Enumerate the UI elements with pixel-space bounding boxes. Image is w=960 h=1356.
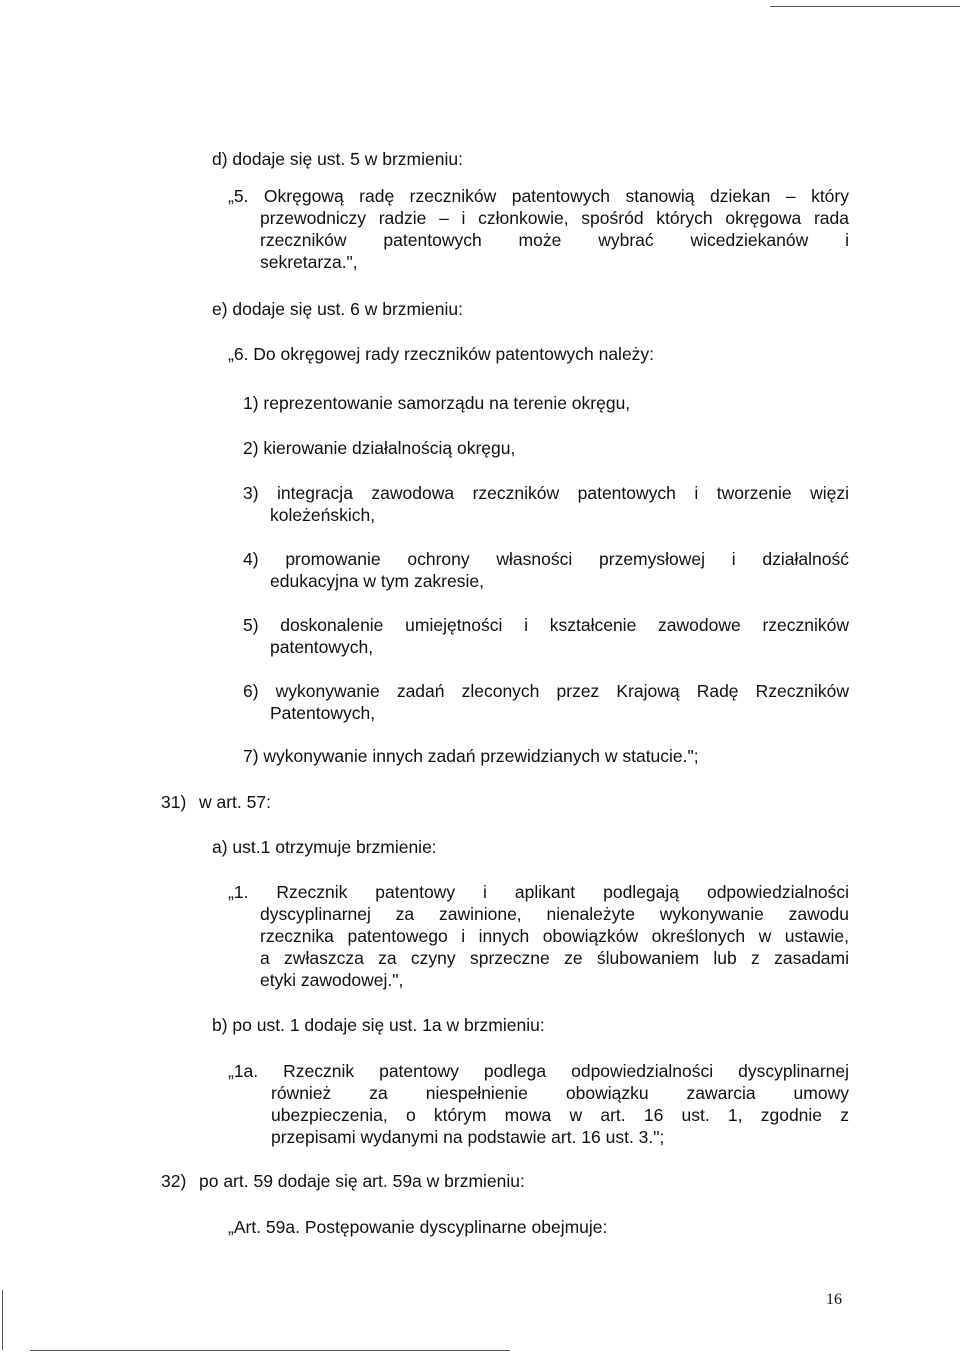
ust6-item-line: 4) promowanie ochrony własności przemysłowej i działalność	[243, 549, 849, 569]
ust6-item-line: 3) integracja zawodowa rzeczników patentowych i tworzenie więzi	[243, 483, 849, 503]
ust1a-line: „1a. Rzecznik patentowy podlega odpowiedzialności dyscyplinarnej	[228, 1061, 849, 1081]
ust6-item-line: 6) wykonywanie zadań zleconych przez Krajową Radę Rzeczników	[243, 681, 849, 701]
page-number: 16	[826, 1291, 842, 1308]
ust6-item-4	[243, 548, 849, 592]
item32-text: po art. 59 dodaje się art. 59a w brzmieniu:	[199, 1171, 525, 1191]
left-edge-rule	[2, 1290, 3, 1350]
ust5-line: przewodniczy radzie – i członkowie, spośród których okręgowa rada	[260, 208, 849, 228]
art59a-heading: „Art. 59a. Postępowanie dyscyplinarne obejmuje:	[228, 1217, 608, 1237]
ust1-line: dyscyplinarnej za zawinione, nienależyte wykonywanie zawodu	[260, 904, 849, 924]
ust1-line: „1. Rzecznik patentowy i aplikant podlegają odpowiedzialności	[228, 882, 849, 902]
ust6-item-line: 5) doskonalenie umiejętności i kształcenie zawodowe rzeczników	[243, 615, 849, 635]
ust6-intro: „6. Do okręgowej rady rzeczników patentowych należy:	[228, 344, 655, 364]
ust1-line: rzecznika patentowego i innych obowiązków określonych w ustawie,	[260, 926, 849, 946]
ust6-item-line: patentowych,	[270, 637, 374, 657]
b-heading: b) po ust. 1 dodaje się ust. 1a w brzmieniu:	[212, 1015, 545, 1035]
e-heading: e) dodaje się ust. 6 w brzmieniu:	[212, 299, 463, 319]
ust1-line: etyki zawodowej.",	[260, 970, 404, 990]
ust5-line: sekretarza.",	[260, 252, 358, 272]
ust6-item-1	[243, 392, 849, 414]
item32-number: 32)	[161, 1171, 187, 1191]
ust1a-line: przepisami wydanymi na podstawie art. 16 ust. 3.";	[271, 1127, 665, 1147]
ust6-item-5	[243, 614, 849, 658]
a-heading: a) ust.1 otrzymuje brzmienie:	[212, 837, 437, 857]
item31-text: w art. 57:	[199, 792, 271, 812]
ust6-item-line: Patentowych,	[270, 703, 376, 723]
ust6-item-line: 1) reprezentowanie samorządu na terenie okręgu,	[243, 393, 631, 413]
ust6-item-6	[243, 680, 849, 724]
ust6-item-line: 2) kierowanie działalnością okręgu,	[243, 438, 516, 458]
ust6-item-line: 7) wykonywanie innych zadań przewidzianych w statucie.";	[243, 746, 699, 766]
ust6-item-3	[243, 482, 849, 526]
ust1a-line: ubezpieczenia, o którym mowa w art. 16 ust. 1, zgodnie z	[271, 1105, 849, 1125]
ust6-item-2	[243, 437, 849, 459]
bottom-edge-rule	[30, 1350, 510, 1351]
ust1a-line: również za niespełnienie obowiązku zawarcia umowy	[271, 1083, 849, 1103]
ust1-line: a zwłaszcza za czyny sprzeczne ze ślubowaniem lub z zasadami	[260, 948, 849, 968]
ust5-line: „5. Okręgową radę rzeczników patentowych stanowią dziekan – który	[228, 186, 849, 206]
ust1-paragraph	[228, 881, 849, 991]
ust5-paragraph	[228, 185, 849, 273]
ust6-item-line: edukacyjna w tym zakresie,	[270, 571, 484, 591]
d-heading: d) dodaje się ust. 5 w brzmieniu:	[212, 149, 463, 169]
ust1a-paragraph	[228, 1060, 849, 1148]
ust5-line: rzeczników patentowych może wybrać wicedziekanów i	[260, 230, 849, 250]
top-edge-rule	[770, 6, 960, 7]
ust6-item-line: koleżeńskich,	[270, 505, 376, 525]
item31-number: 31)	[161, 792, 187, 812]
ust6-item-7	[243, 745, 849, 767]
